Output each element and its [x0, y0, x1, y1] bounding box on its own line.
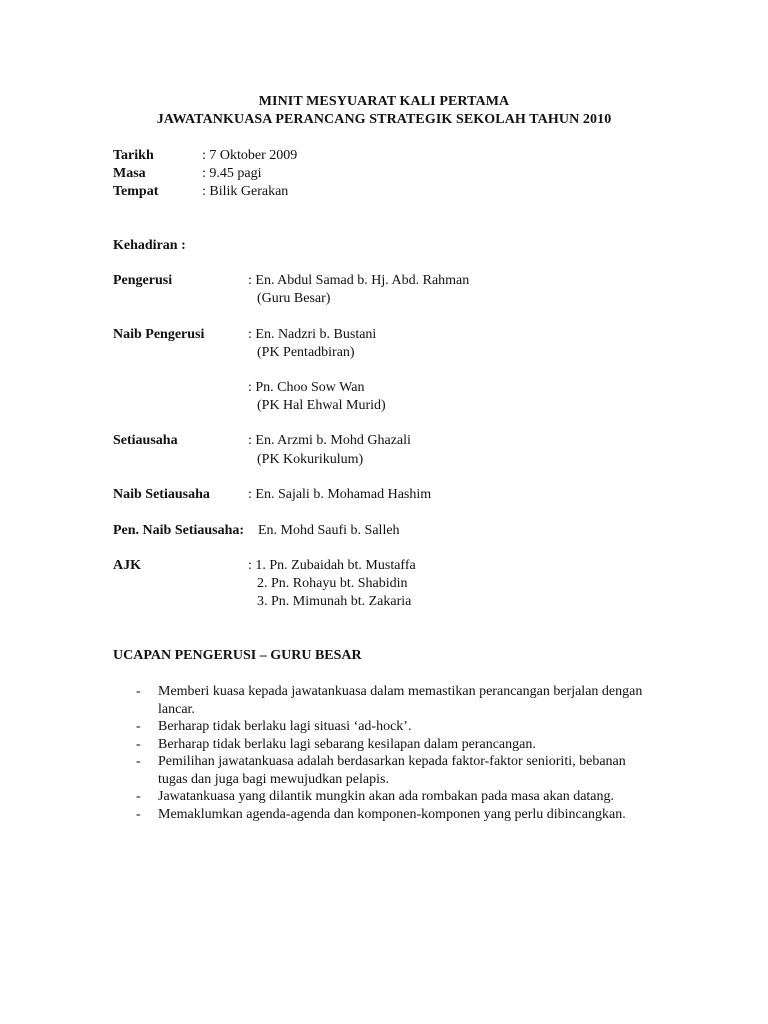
- document-title-line-1: MINIT MESYUARAT KALI PERTAMA: [258, 94, 510, 109]
- masa-label: Masa: [113, 166, 146, 181]
- naib-setiausaha-label: Naib Setiausaha: [113, 487, 210, 502]
- bullet-dash: -: [136, 789, 141, 804]
- list-item: [136, 718, 656, 736]
- naib-pengerusi-1-role: (PK Pentadbiran): [257, 345, 355, 360]
- list-item: [136, 683, 656, 718]
- naib-pengerusi-2-name: : Pn. Choo Sow Wan: [248, 380, 365, 395]
- setiausaha-role: (PK Kokurikulum): [257, 452, 364, 467]
- ajk-member-2: 2. Pn. Rohayu bt. Shabidin: [257, 576, 408, 591]
- bullet-text: Memaklumkan agenda-agenda dan komponen-komponen yang perlu dibincangkan.: [158, 806, 626, 822]
- naib-pengerusi-label: Naib Pengerusi: [113, 327, 205, 342]
- tempat-value: : Bilik Gerakan: [202, 184, 289, 199]
- bullet-dash: -: [136, 754, 141, 769]
- setiausaha-name: : En. Arzmi b. Mohd Ghazali: [248, 433, 411, 448]
- document-title-line-2: JAWATANKUASA PERANCANG STRATEGIK SEKOLAH TAHUN 2010: [156, 112, 612, 127]
- bullet-dash: -: [136, 719, 141, 734]
- bullet-dash: -: [136, 684, 141, 699]
- list-item: [136, 736, 656, 754]
- pengerusi-label: Pengerusi: [113, 273, 173, 288]
- ajk-label: AJK: [113, 558, 141, 573]
- bullet-text: Berharap tidak berlaku lagi situasi ‘ad-hock’.: [158, 719, 412, 734]
- pen-naib-setiausaha-name: En. Mohd Saufi b. Salleh: [258, 523, 400, 538]
- list-item: [136, 788, 656, 806]
- tarikh-label: Tarikh: [113, 148, 154, 163]
- naib-pengerusi-1-name: : En. Nadzri b. Bustani: [248, 327, 377, 342]
- pengerusi-role: (Guru Besar): [257, 291, 331, 306]
- tempat-label: Tempat: [113, 184, 159, 199]
- bullet-text: Pemilihan jawatankuasa adalah berdasarkan kepada faktor-faktor senioriti, bebanan tugas dan juga bagi mewujudkan pelapis.: [158, 754, 626, 787]
- ajk-member-3: 3. Pn. Mimunah bt. Zakaria: [257, 594, 412, 609]
- pengerusi-name: : En. Abdul Samad b. Hj. Abd. Rahman: [248, 273, 470, 288]
- bullet-dash: -: [136, 736, 141, 752]
- setiausaha-label: Setiausaha: [113, 433, 178, 448]
- kehadiran-heading: Kehadiran :: [113, 238, 186, 253]
- ucapan-heading: UCAPAN PENGERUSI – GURU BESAR: [113, 648, 362, 663]
- masa-value: : 9.45 pagi: [202, 166, 262, 181]
- tarikh-value: : 7 Oktober 2009: [202, 148, 298, 163]
- bullet-text: Berharap tidak berlaku lagi sebarang kesilapan dalam perancangan.: [158, 736, 536, 752]
- list-item: [136, 753, 656, 788]
- bullet-text: Memberi kuasa kepada jawatankuasa dalam memastikan perancangan berjalan dengan lancar.: [158, 684, 643, 717]
- naib-pengerusi-2-role: (PK Hal Ehwal Murid): [257, 398, 386, 413]
- list-item: [136, 806, 656, 824]
- bullet-dash: -: [136, 806, 141, 822]
- pen-naib-setiausaha-label: Pen. Naib Setiausaha:: [113, 523, 245, 538]
- ucapan-bullet-list: [136, 683, 656, 823]
- bullet-text: Jawatankuasa yang dilantik mungkin akan ada rombakan pada masa akan datang.: [158, 789, 615, 804]
- ajk-member-1: : 1. Pn. Zubaidah bt. Mustaffa: [248, 558, 416, 573]
- naib-setiausaha-name: : En. Sajali b. Mohamad Hashim: [248, 487, 432, 502]
